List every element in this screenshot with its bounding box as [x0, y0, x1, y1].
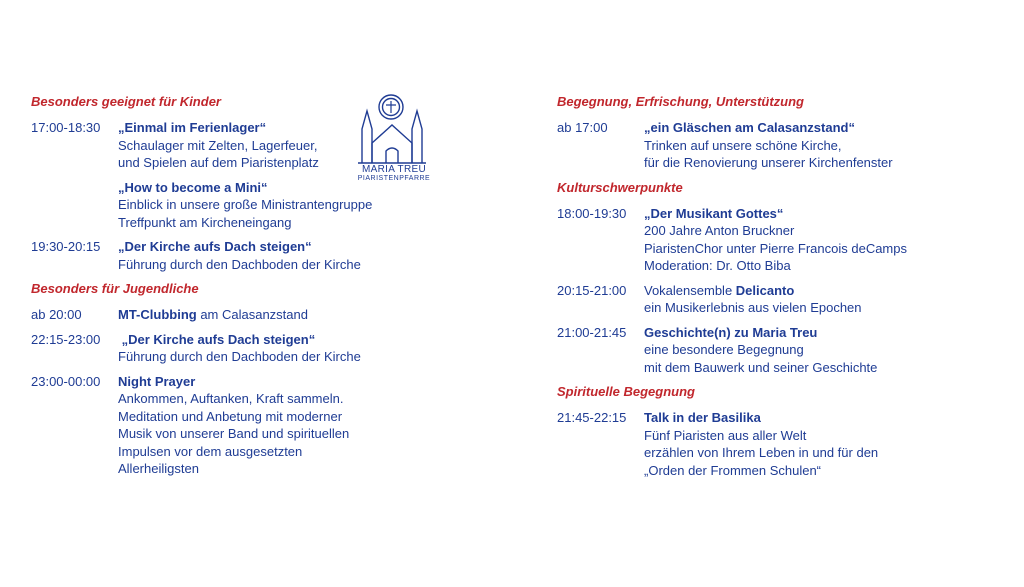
program-entry — [557, 324, 997, 377]
entry-time: 23:00-00:00 — [31, 373, 101, 389]
entry-title: „ein Gläschen am Calasanzstand“ — [644, 120, 855, 135]
entry-time: 21:00-21:45 — [557, 324, 627, 340]
section-title-youth: Besonders für Jugendliche — [31, 281, 199, 296]
program-entry — [557, 409, 997, 479]
maria-treu-logo — [356, 93, 432, 189]
program-entry — [557, 205, 997, 275]
program-entry — [31, 331, 451, 366]
entry-text: eine besondere Begegnung — [644, 342, 804, 357]
entry-text: Meditation und Anbetung mit moderner — [118, 408, 343, 424]
program-entry — [31, 373, 451, 478]
logo-subtitle: PIARISTENPFARRE — [357, 175, 431, 182]
entry-title: Night Prayer — [118, 373, 196, 389]
entry-text: Moderation: Dr. Otto Biba — [644, 258, 791, 273]
entry-time: 19:30-20:15 — [31, 239, 101, 254]
entry-text: Einblick in unsere große Ministrantengruppe — [118, 197, 373, 212]
church-logo-icon — [356, 93, 432, 165]
entry-text: Impulsen vor dem ausgesetzten — [118, 443, 303, 459]
entry-title: „Der Kirche aufs Dach steigen“ — [118, 331, 316, 347]
program-entry — [31, 238, 451, 273]
entry-title: „Der Kirche aufs Dach steigen“ — [118, 239, 312, 254]
entry-text: Führung durch den Dachboden der Kirche — [118, 256, 361, 272]
entry-text: Fünf Piaristen aus aller Welt — [644, 427, 807, 443]
section-title-spirit: Spirituelle Begegnung — [557, 384, 695, 399]
entry-text: Ankommen, Auftanken, Kraft sammeln. — [118, 391, 344, 406]
entry-time: 21:45-22:15 — [557, 410, 627, 425]
entry-text: Treffpunkt am Kircheneingang — [118, 214, 292, 230]
entry-text: mit dem Bauwerk und seiner Geschichte — [644, 359, 878, 375]
entry-time: ab 20:00 — [31, 307, 82, 322]
entry-text: für die Renovierung unserer Kirchenfenster — [644, 155, 893, 170]
program-entry — [557, 282, 997, 317]
section-title-culture: Kulturschwerpunkte — [557, 179, 683, 195]
entry-time: 22:15-23:00 — [31, 331, 101, 347]
entry-text: Musik von unserer Band und spirituellen — [118, 426, 350, 441]
entry-title: Delicanto — [735, 282, 795, 298]
entry-text: Trinken auf unsere schöne Kirche, — [644, 137, 842, 153]
entry-text: Vokalensemble — [644, 282, 736, 298]
entry-time: 17:00-18:30 — [31, 120, 101, 135]
entry-title: MT-Clubbing — [118, 307, 197, 322]
entry-time: ab 17:00 — [557, 120, 608, 135]
section-title-meet: Begegnung, Erfrischung, Unterstützung — [557, 94, 804, 109]
section-title-kids: Besonders geeignet für Kinder — [31, 94, 221, 109]
entry-text: Schaulager mit Zelten, Lagerfeuer, — [118, 137, 318, 153]
entry-title: „Einmal im Ferienlager“ — [118, 120, 267, 135]
entry-text: erzählen von Ihrem Leben in und für den — [644, 445, 879, 460]
entry-time: 18:00-19:30 — [557, 205, 627, 221]
entry-text: „Orden der Frommen Schulen“ — [644, 462, 822, 478]
entry-title: „How to become a Mini“ — [118, 179, 268, 195]
entry-title: Talk in der Basilika — [644, 410, 761, 425]
program-entry — [31, 306, 451, 324]
entry-text: Führung durch den Dachboden der Kirche — [118, 349, 361, 364]
entry-title: „Der Musikant Gottes“ — [644, 205, 784, 221]
logo-name: MARIA TREU — [362, 164, 426, 175]
entry-text: ein Musikerlebnis aus vielen Epochen — [644, 300, 862, 315]
entry-time: 20:15-21:00 — [557, 282, 627, 298]
entry-text: Allerheiligsten — [118, 461, 199, 476]
entry-title: Geschichte(n) zu Maria Treu — [644, 324, 818, 340]
entry-text: PiaristenChor unter Pierre Francois deCamps — [644, 240, 907, 256]
entry-text: und Spielen auf dem Piaristenplatz — [118, 155, 319, 170]
entry-text: am Calasanzstand — [196, 307, 308, 322]
program-entry — [557, 119, 997, 172]
right-column — [557, 93, 997, 486]
entry-text: 200 Jahre Anton Bruckner — [644, 223, 795, 238]
